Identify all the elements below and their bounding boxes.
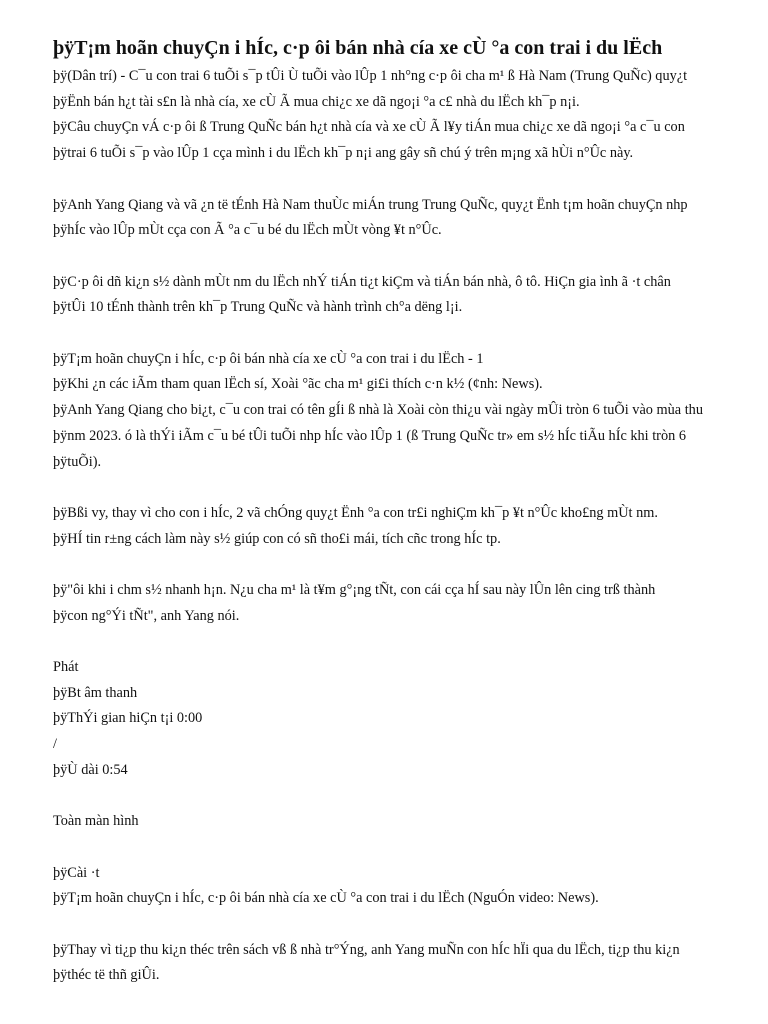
document-body: [53, 64, 753, 989]
document-title: þÿT¡m hoãn chuyÇn i hÍc, c·p ôi bán nhà cía xe cÙ °a con trai i du lËch: [53, 37, 663, 59]
text-line: þÿAnh Yang Qiang và vã ¿n të tÉnh Hà Nam thuÙc miÁn trung Trung QuÑc, quy¿t Ënh t¡m hoãn chuyÇn nhp: [53, 196, 688, 213]
text-line: Phát: [53, 659, 79, 676]
text-line: þÿT¡m hoãn chuyÇn i hÍc, c·p ôi bán nhà cía xe cÙ °a con trai i du lËch - 1: [53, 350, 484, 367]
text-line: þÿnm 2023. ó là thÝi iÃm c¯u bé tÛi tuÕi nhp hÍc vào lÛp 1 (ß Trung QuÑc tr» em s½ hÍc tiÃu hÍc khi tròn 6: [53, 427, 686, 444]
text-line: þÿtrai 6 tuÕi s¯p vào lÛp 1 cça mình i du lËch kh¯p n¡i ang gây sñ chú ý trên m¡ng xã hÙi n°Ûc này.: [53, 145, 634, 162]
text-line: þÿHÍ tin r±ng cách làm này s½ giúp con có sñ tho£i mái, tích cñc trong hÍc tp.: [53, 530, 501, 547]
text-line: þÿtÛi 10 tÉnh thành trên kh¯p Trung QuÑc và hành trình ch°a dëng l¡i.: [53, 299, 463, 316]
text-line: þÿBt âm thanh: [53, 684, 138, 701]
paragraph-gap: [53, 321, 753, 347]
paragraph-gap: [53, 552, 753, 578]
paragraph-gap: [53, 475, 753, 501]
paragraph-gap: [53, 835, 753, 861]
text-line: þÿ(Dân trí) - C¯u con trai 6 tuÕi s¯p tÛi Ù tuÕi vào lÛp 1 nh°ng c·p ôi cha m¹ ß Hà Nam (Trung QuÑc) quy¿t: [53, 68, 688, 84]
paragraph-gap: [53, 784, 753, 810]
paragraph-gap: [53, 629, 753, 655]
text-line: þÿÙ dài 0:54: [53, 761, 128, 778]
paragraph-gap: [53, 244, 753, 270]
text-line: /: [53, 736, 57, 753]
text-line: þÿT¡m hoãn chuyÇn i hÍc, c·p ôi bán nhà cía xe cÙ °a con trai i du lËch (NguÓn video: News).: [53, 890, 599, 907]
text-line: þÿThay vì ti¿p thu ki¿n théc trên sách vß ß nhà tr°Ýng, anh Yang muÑn con hÍc hÏi qua du lËch, ti¿p thu ki¿n: [53, 941, 680, 958]
text-line: þÿC·p ôi dñ ki¿n s½ dành mÙt nm du lËch nhÝ tiÁn ti¿t kiÇm và tiÁn bán nhà, ô tô. HiÇn gia ình ã ·t chân: [53, 273, 671, 290]
text-line: þÿhÍc vào lÛp mÙt cça con Ã °a c¯u bé du lËch mÙt vòng ¥t n°Ûc.: [53, 222, 442, 239]
text-line: þÿthéc të thñ giÛi.: [53, 967, 160, 984]
text-line: þÿtuÕi).: [53, 453, 102, 470]
text-line: þÿKhi ¿n các iÃm tham quan lËch sí, Xoài °ãc cha m¹ gi£i thích c·n k½ (¢nh: News).: [53, 376, 543, 393]
text-line: Toàn màn hình: [53, 813, 139, 830]
text-line: þÿcon ng°Ýi tÑt", anh Yang nói.: [53, 607, 240, 624]
paragraph-gap: [53, 167, 753, 193]
paragraph-gap: [53, 912, 753, 938]
text-line: þÿ"ôi khi i chm s½ nhanh h¡n. N¿u cha m¹ là t¥m g°¡ng tÑt, con cái cça hÍ sau này lÛn lên cing trß thành: [53, 581, 656, 598]
text-line: þÿCài ·t: [53, 864, 100, 881]
text-line: þÿËnh bán h¿t tài s£n là nhà cía, xe cÙ Ã mua chi¿c xe dã ngo¡i °a c£ nhà du lËch kh¯p n¡i.: [53, 93, 580, 110]
text-line: þÿThÝi gian hiÇn t¡i 0:00: [53, 710, 203, 727]
document-page: [53, 34, 753, 989]
text-line: þÿCâu chuyÇn vÁ c·p ôi ß Trung QuÑc bán h¿t nhà cía và xe cÙ Ã l¥y tiÁn mua chi¿c xe dã ngo¡i °a c¯u con: [53, 119, 685, 136]
text-line: þÿBßi vy, thay vì cho con i hÍc, 2 vã chÓng quy¿t Ënh °a con tr£i nghiÇm kh¯p ¥t n°Ûc kho£ng mÙt nm.: [53, 504, 658, 521]
text-line: þÿAnh Yang Qiang cho bi¿t, c¯u con trai có tên gÍi ß nhà là Xoài còn thi¿u vài ngày mÛi tròn 6 tuÕi vào mùa thu: [53, 402, 703, 419]
